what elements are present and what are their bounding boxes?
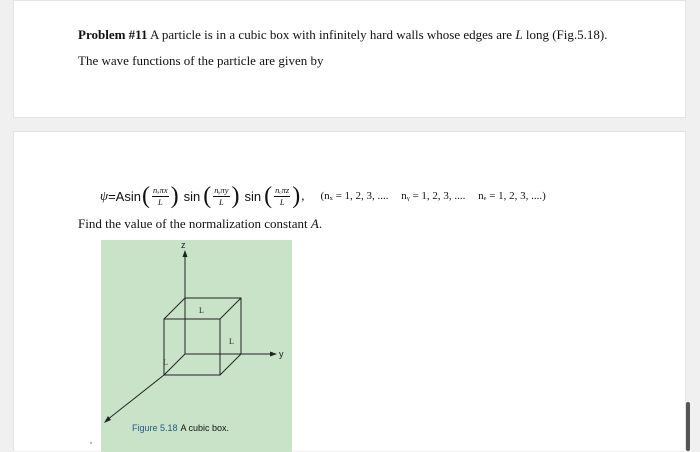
fraction-z-denominator: L (279, 196, 285, 207)
amplitude-sin: Asin (115, 188, 141, 204)
stray-dot (90, 442, 92, 444)
fraction-x (152, 186, 169, 207)
scrollbar[interactable] (686, 402, 690, 451)
psi-symbol: ψ (100, 188, 109, 203)
x-axis-line (107, 375, 164, 420)
constant-symbol: A (310, 216, 319, 231)
edge-label-right: L (229, 337, 234, 346)
problem-statement-line2: The wave functions of the particle are given by (78, 53, 324, 68)
edge-label-top: L (199, 306, 204, 315)
fraction-x-numerator: nₓπx (152, 184, 168, 195)
figure-caption (132, 423, 229, 433)
sin-y: sin (183, 188, 201, 204)
edge-label-left: L (163, 358, 168, 367)
paren-open: ( (264, 183, 273, 209)
problem-statement (78, 27, 607, 43)
cube-edge (164, 298, 185, 319)
cubic-box-diagram (101, 240, 292, 452)
question-body: Find the value of the normalization constant (78, 216, 311, 231)
problem-card (13, 0, 686, 118)
y-axis-label: y (279, 349, 284, 359)
figure-number: Figure 5.18 (132, 423, 178, 433)
fraction-z-numerator: nₑπz (275, 184, 290, 195)
question-text (78, 216, 322, 232)
paren-close: ) (292, 183, 301, 209)
problem-text-b: long (Fig.5.18). (522, 27, 608, 42)
fraction-x-denominator: L (157, 196, 163, 207)
fraction-y-denominator: L (219, 196, 224, 207)
fraction-y-numerator: nᵧπy (214, 184, 229, 195)
paren-open: ( (141, 183, 150, 209)
y-axis-arrow (270, 352, 277, 357)
z-axis-arrow (183, 250, 188, 257)
range-nx: (nₓ = 1, 2, 3, .... (320, 190, 389, 202)
paren-close: ) (231, 183, 240, 209)
range-ny: nᵧ = 1, 2, 3, .... (401, 190, 466, 202)
fraction-z (274, 186, 290, 207)
quantum-number-ranges (320, 190, 555, 202)
sin-z: sin (244, 188, 262, 204)
paren-open: ( (203, 183, 212, 209)
wave-function-equation (100, 184, 556, 208)
fraction-y (213, 186, 229, 207)
cube-edge (220, 354, 241, 375)
problem-label: Problem #11 (78, 27, 148, 42)
range-nz: nₑ = 1, 2, 3, ....) (478, 190, 546, 202)
cube-edge (220, 298, 241, 319)
problem-text-a: A particle is in a cubic box with infinitely hard walls whose edges are (147, 27, 516, 42)
equation-card (13, 131, 686, 451)
paren-close: ) (170, 183, 179, 209)
cubic-box-figure (101, 240, 292, 452)
equation-end-punct: , (301, 188, 305, 203)
question-end: . (318, 216, 323, 231)
figure-caption-text: A cubic box. (180, 423, 230, 433)
edge-symbol: L (515, 27, 523, 42)
z-axis-label: z (181, 240, 186, 250)
equals-sign: = (108, 188, 116, 204)
